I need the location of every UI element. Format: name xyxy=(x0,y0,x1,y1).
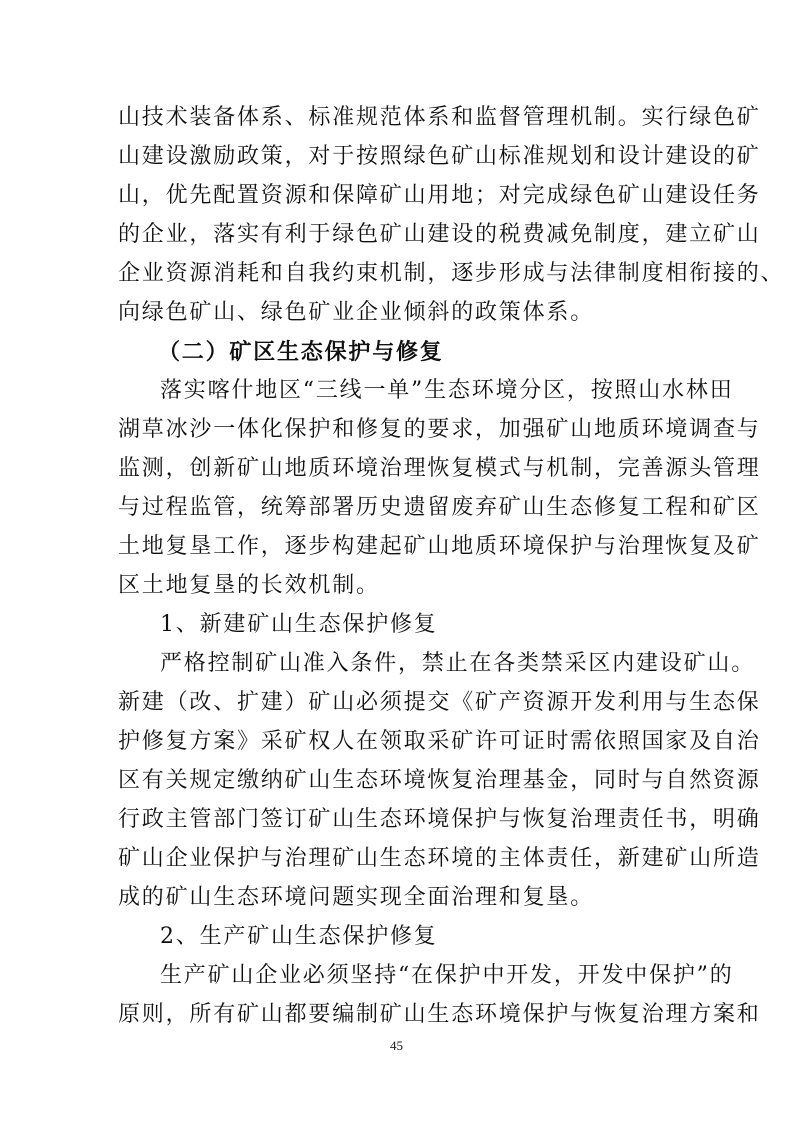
text-line: 护修复方案》采矿权人在领取采矿许可证时需依照国家及自治 xyxy=(118,729,761,754)
page-number: 45 xyxy=(390,1038,403,1053)
text-line: 山，优先配置资源和保障矿山用地；对完成绿色矿山建设任务 xyxy=(118,183,761,208)
text-line: 矿山企业保护与治理矿山生态环境的主体责任，新建矿山所造 xyxy=(118,846,761,871)
text-line: 监测，创新矿山地质环境治理恢复模式与机制，完善源头管理 xyxy=(118,456,761,481)
paragraph-first-line: 生产矿山企业必须坚持“在保护中开发，开发中保护”的 xyxy=(160,963,734,988)
text-line: 企业资源消耗和自我约束机制，逐步形成与法律制度相衔接的、 xyxy=(118,261,785,286)
text-line: 土地复垦工作，逐步构建起矿山地质环境保护与治理恢复及矿 xyxy=(118,534,761,559)
text-line: 与过程监管，统筹部署历史遗留废弃矿山生态修复工程和矿区 xyxy=(118,495,761,520)
text-line: 山建设激励政策，对于按照绿色矿山标准规划和设计建设的矿 xyxy=(118,144,761,169)
text-line: 行政主管部门签订矿山生态环境保护与恢复治理责任书，明确 xyxy=(118,807,761,832)
text-line: 的企业，落实有利于绿色矿山建设的税费减免制度，建立矿山 xyxy=(118,222,761,247)
text-line: 原则，所有矿山都要编制矿山生态环境保护与恢复治理方案和 xyxy=(118,1002,761,1027)
paragraph-first-line: 严格控制矿山准入条件，禁止在各类禁采区内建设矿山。 xyxy=(160,651,756,676)
text-line: 向绿色矿山、绿色矿业企业倾斜的政策体系。 xyxy=(118,300,595,325)
text-line: 区有关规定缴纳矿山生态环境恢复治理基金，同时与自然资源 xyxy=(118,768,761,793)
text-line: 湖草冰沙一体化保护和修复的要求，加强矿山地质环境调查与 xyxy=(118,417,761,442)
text-line: 成的矿山生态环境问题实现全面治理和复垦。 xyxy=(118,885,595,910)
text-line: 山技术装备体系、标准规范体系和监督管理机制。实行绿色矿 xyxy=(118,105,761,130)
text-line: 区土地复垦的长效机制。 xyxy=(118,573,380,598)
section-heading: （二）矿区生态保护与修复 xyxy=(158,339,444,365)
text-line: 新建（改、扩建）矿山必须提交《矿产资源开发利用与生态保 xyxy=(118,690,761,715)
subsection-heading: 1、新建矿山生态保护修复 xyxy=(160,612,438,637)
paragraph-first-line: 落实喀什地区“三线一单”生态环境分区，按照山水林田 xyxy=(160,378,734,403)
subsection-heading: 2、生产矿山生态保护修复 xyxy=(160,924,438,949)
